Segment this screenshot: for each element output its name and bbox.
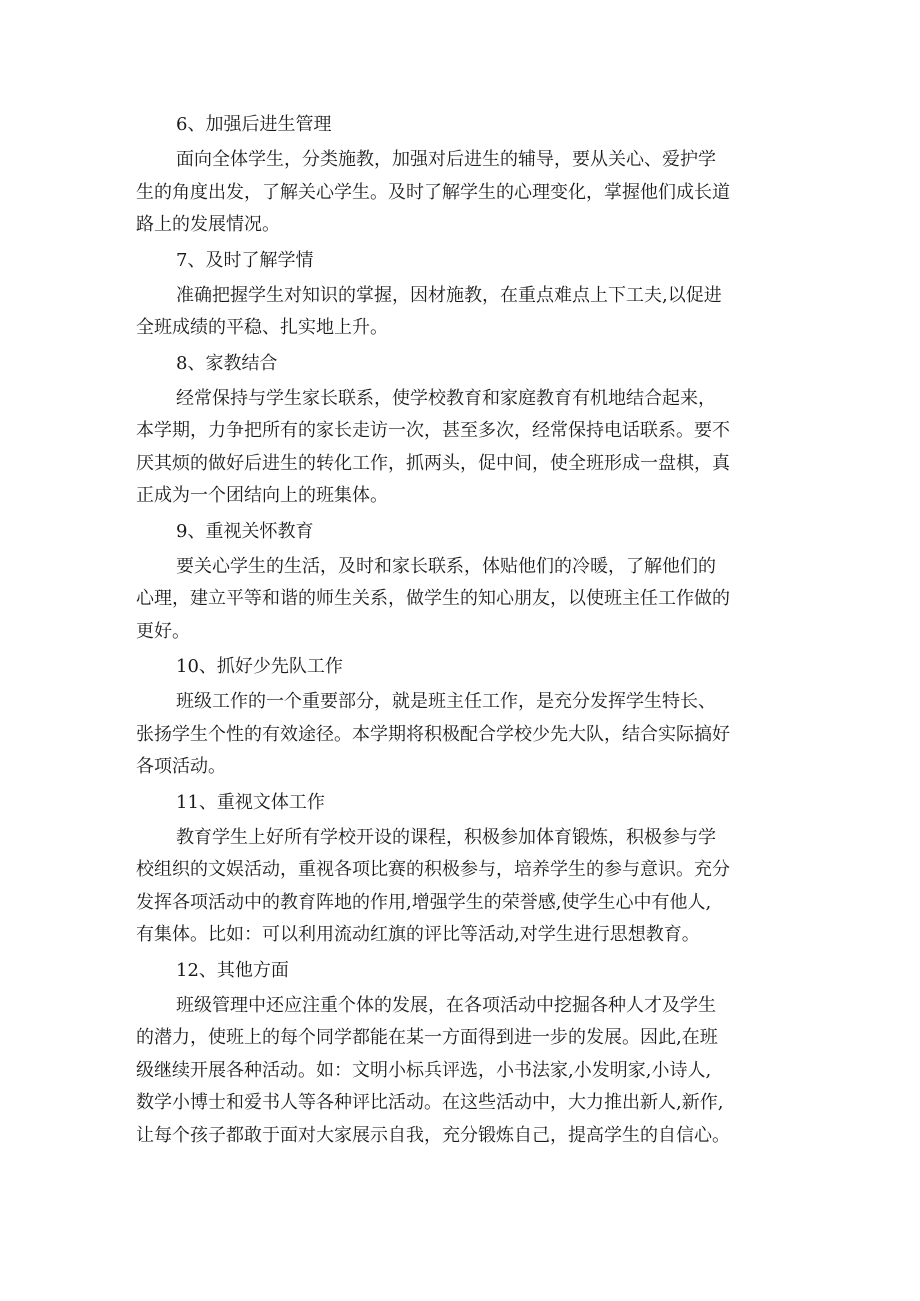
section-heading: 12、其他方面 [176, 959, 289, 981]
paragraph-line: 生的角度出发，了解关心学生。及时了解学生的心理变化，掌握他们成长道 [136, 181, 730, 203]
paragraph-line: 经常保持与学生家长联系，使学校教育和家庭教育有机地结合起来， [176, 387, 716, 409]
paragraph-line: 的潜力，使班上的每个同学都能在某一方面得到进一步的发展。因此,在班 [136, 1027, 718, 1048]
section-heading: 7、及时了解学情 [176, 249, 314, 271]
section-paragraph [136, 990, 796, 1153]
paragraph-line: 数学小博士和爱书人等各种评比活动。在这些活动中，大力推出新人,新作, [136, 1092, 724, 1113]
paragraph-line: 班级工作的一个重要部分，就是班主任工作，是充分发挥学生特长、 [176, 691, 716, 712]
paragraph-line: 面向全体学生，分类施教，加强对后进生的辅导，要从关心、爱护学 [176, 149, 716, 170]
paragraph-line: 级继续开展各种活动。如：文明小标兵评选，小书法家,小发明家,小诗人, [136, 1059, 712, 1081]
section-heading: 10、抓好少先队工作 [176, 656, 343, 677]
section-paragraph [136, 383, 796, 513]
section-heading: 9、重视关怀教育 [176, 520, 314, 542]
section-paragraph [136, 144, 796, 242]
section-paragraph [136, 686, 796, 784]
section-paragraph [136, 822, 796, 952]
paragraph-line: 张扬学生个性的有效途径。本学期将积极配合学校少先大队，结合实际搞好 [136, 723, 730, 745]
paragraph-line: 要关心学生的生活，及时和家长联系，体贴他们的冷暖，了解他们的 [176, 555, 716, 577]
paragraph-line: 让每个孩子都敢于面对大家展示自我，充分锻炼自己，提高学生的自信心。 [136, 1124, 730, 1146]
paragraph-line: 全班成绩的平稳、扎实地上升。 [136, 317, 388, 338]
section-11 [136, 784, 796, 952]
paragraph-line: 班级管理中还应注重个体的发展，在各项活动中挖掘各种人才及学生 [176, 994, 716, 1016]
section-heading: 6、加强后进生管理 [176, 114, 332, 135]
section-9 [136, 513, 796, 649]
section-8 [136, 345, 796, 513]
paragraph-line: 各项活动。 [136, 756, 226, 777]
section-7 [136, 242, 796, 345]
paragraph-line: 正成为一个团结向上的班集体。 [136, 485, 388, 506]
section-heading: 8、家教结合 [176, 352, 278, 374]
paragraph-line: 准确把握学生对知识的掌握，因材施教，在重点难点上下工夫,以促进 [176, 284, 722, 306]
section-10 [136, 648, 796, 784]
document-page [136, 106, 796, 1152]
paragraph-line: 发挥各项活动中的教育阵地的作用,增强学生的荣誉感,使学生心中有他人, [136, 891, 712, 913]
section-paragraph [136, 280, 796, 345]
paragraph-line: 厌其烦的做好后进生的转化工作，抓两头，促中间，使全班形成一盘棋，真 [136, 452, 730, 474]
paragraph-line: 校组织的文娱活动，重视各项比赛的积极参与，培养学生的参与意识。充分 [136, 859, 730, 880]
paragraph-line: 心理，建立平等和谐的师生关系，做学生的知心朋友，以使班主任工作做的 [136, 588, 730, 609]
section-paragraph [136, 551, 796, 649]
section-6 [136, 106, 796, 242]
paragraph-line: 路上的发展情况。 [136, 214, 280, 235]
section-heading: 11、重视文体工作 [176, 791, 325, 813]
paragraph-line: 有集体。比如：可以利用流动红旗的评比等活动,对学生进行思想教育。 [136, 924, 700, 945]
section-12 [136, 952, 796, 1153]
paragraph-line: 教育学生上好所有学校开设的课程，积极参加体育锻炼，积极参与学 [176, 826, 716, 848]
paragraph-line: 本学期，力争把所有的家长走访一次，甚至多次，经常保持电话联系。要不 [136, 420, 730, 441]
paragraph-line: 更好。 [136, 620, 190, 642]
